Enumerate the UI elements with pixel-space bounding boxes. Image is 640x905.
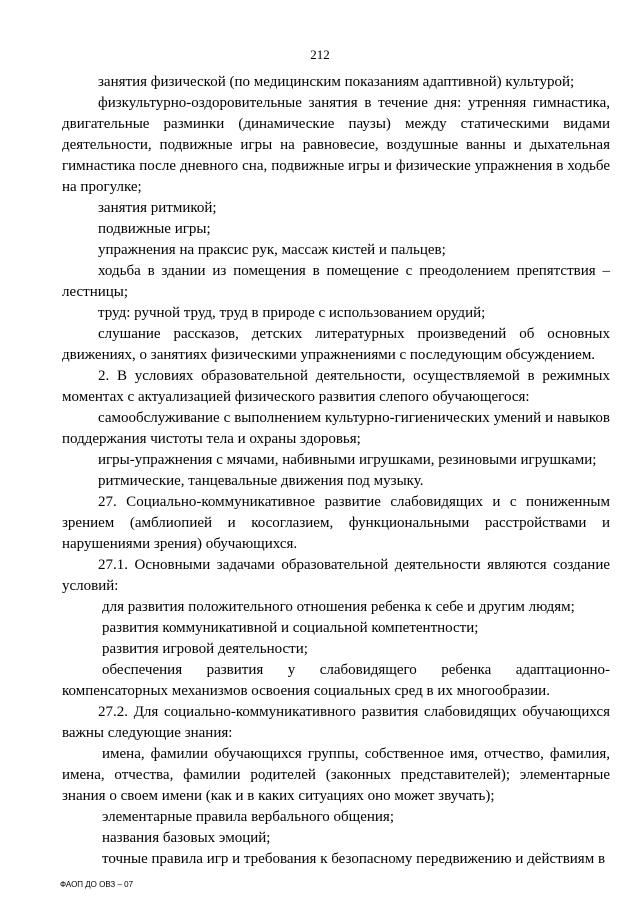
paragraph: развития коммуникативной и социальной компетентности;	[102, 620, 479, 636]
paragraph: развития игровой деятельности;	[102, 641, 308, 657]
paragraph: 2. В условиях образовательной деятельности, осуществляемой в режимных моментах с актуализацией физического развития слепого обучающегося:	[62, 368, 610, 405]
paragraph: ритмические, танцевальные движения под музыку.	[98, 473, 424, 489]
paragraph: подвижные игры;	[98, 221, 211, 237]
paragraph: упражнения на праксис рук, массаж кистей и пальцев;	[98, 242, 446, 258]
paragraph: для развития положительного отношения ребенка к себе и другим людям;	[102, 599, 575, 615]
paragraph: 27.1. Основными задачами образовательной деятельности являются создание условий:	[62, 557, 610, 594]
paragraph: точные правила игр и требования к безопасному передвижению и действиям в	[102, 851, 606, 867]
paragraph: труд: ручной труд, труд в природе с использованием орудий;	[98, 305, 486, 321]
page-number: 212	[310, 47, 330, 62]
paragraph: обеспечения развития у слабовидящего ребенка адаптационно-компенсаторных механизмов освоения социальных сред в их многообразии.	[62, 662, 610, 699]
paragraph: занятия физической (по медицинским показаниям адаптивной) культурой;	[98, 74, 575, 90]
paragraph: элементарные правила вербального общения;	[102, 809, 395, 825]
paragraph: физкультурно-оздоровительные занятия в течение дня: утренняя гимнастика, двигательные разминки (динамические паузы) между статическими видами деятельности, подвижные игры на равновесие, воздушные ванны и дыхательная гимнастика после дневного сна, подвижные игры и физические упражнения в ходьбе на прогулке;	[62, 95, 610, 195]
paragraph: 27. Социально-коммуникативное развитие слабовидящих и с пониженным зрением (амблиопией и косоглазием, функциональными расстройствами и нарушениями зрения) обучающихся.	[62, 494, 610, 552]
footer-doc-code: ФАОП ДО ОВЗ – 07	[60, 880, 134, 889]
paragraph: слушание рассказов, детских литературных произведений об основных движениях, о занятиях физическими упражнениями с последующим обсуждением.	[62, 326, 610, 363]
document-body	[62, 72, 610, 870]
paragraph: имена, фамилии обучающихся группы, собственное имя, отчество, фамилия, имена, отчества, фамилии родителей (законных представителей); элементарные знания о своем имени (как и в каких ситуациях оно может звучать);	[62, 746, 610, 804]
paragraph: занятия ритмикой;	[98, 200, 217, 216]
paragraph: названия базовых эмоций;	[102, 830, 271, 846]
paragraph: самообслуживание с выполнением культурно-гигиенических умений и навыков поддержания чистоты тела и охраны здоровья;	[62, 410, 610, 447]
paragraph: игры-упражнения с мячами, набивными игрушками, резиновыми игрушками;	[98, 452, 597, 468]
paragraph: ходьба в здании из помещения в помещение с преодолением препятствия – лестницы;	[62, 263, 610, 300]
paragraph: 27.2. Для социально-коммуникативного развития слабовидящих обучающихся важны следующие знания:	[62, 704, 610, 741]
